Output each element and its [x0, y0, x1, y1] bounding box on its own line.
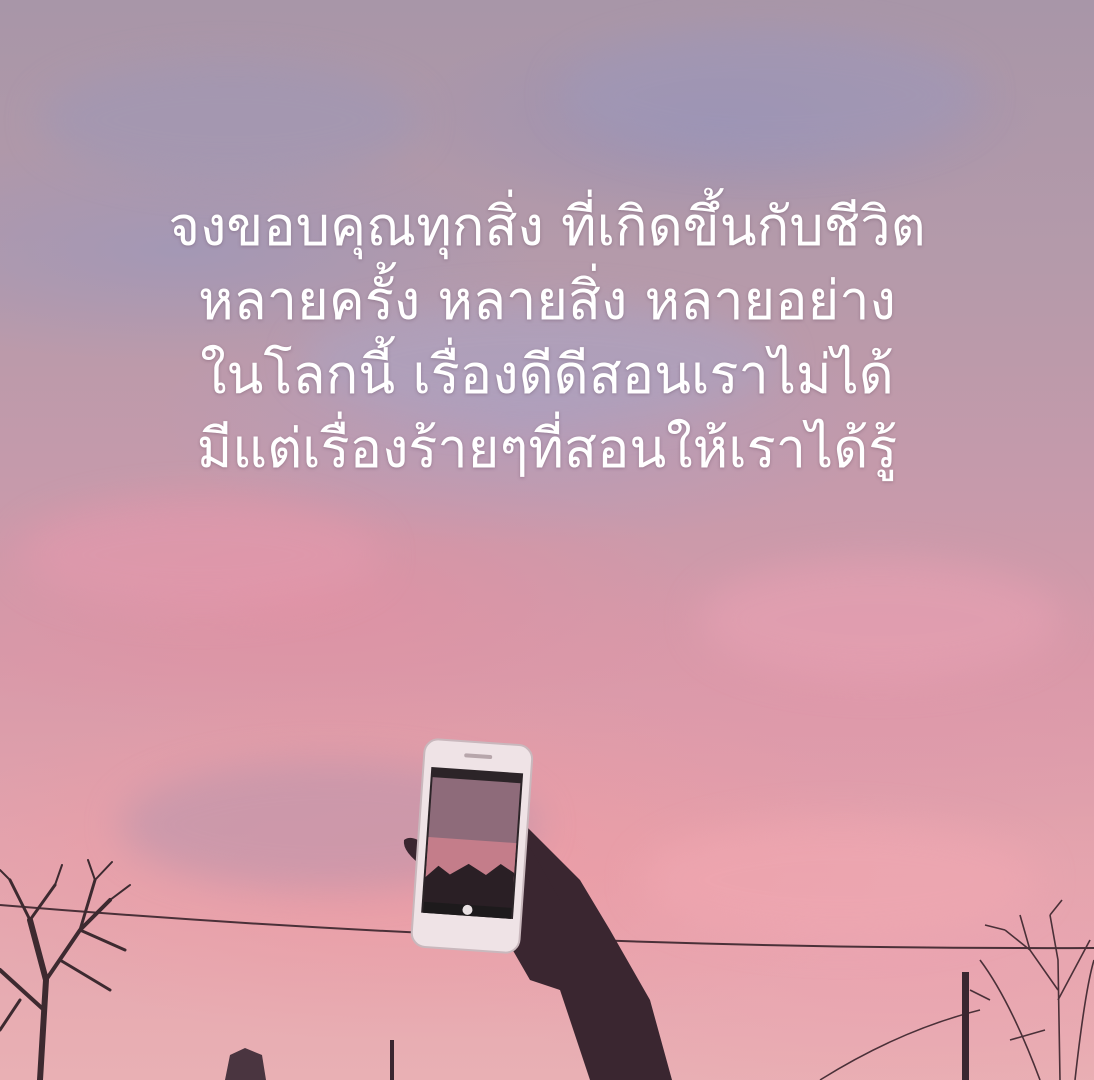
quote-line: มีแต่เรื่องร้ายๆที่สอนให้เราได้รู้: [196, 417, 898, 480]
tree-silhouette-right: [970, 900, 1094, 1080]
power-line: [820, 1010, 980, 1080]
phone: [411, 738, 533, 953]
quote-line: หลายครั้ง หลายสิ่ง หลายอย่าง: [198, 269, 896, 332]
quote-line: ในโลกนี้ เรื่องดีดีสอนเราไม่ได้: [200, 343, 894, 406]
utility-pole-small: [390, 1040, 394, 1080]
quote-line: จงขอบคุณทุกสิ่ง ที่เกิดขึ้นกับชีวิต: [168, 195, 926, 258]
tree-silhouette-left: [0, 860, 130, 1080]
rooftop-silhouette: [225, 1048, 266, 1080]
utility-pole: [962, 972, 969, 1080]
quote-text: [0, 190, 1094, 486]
